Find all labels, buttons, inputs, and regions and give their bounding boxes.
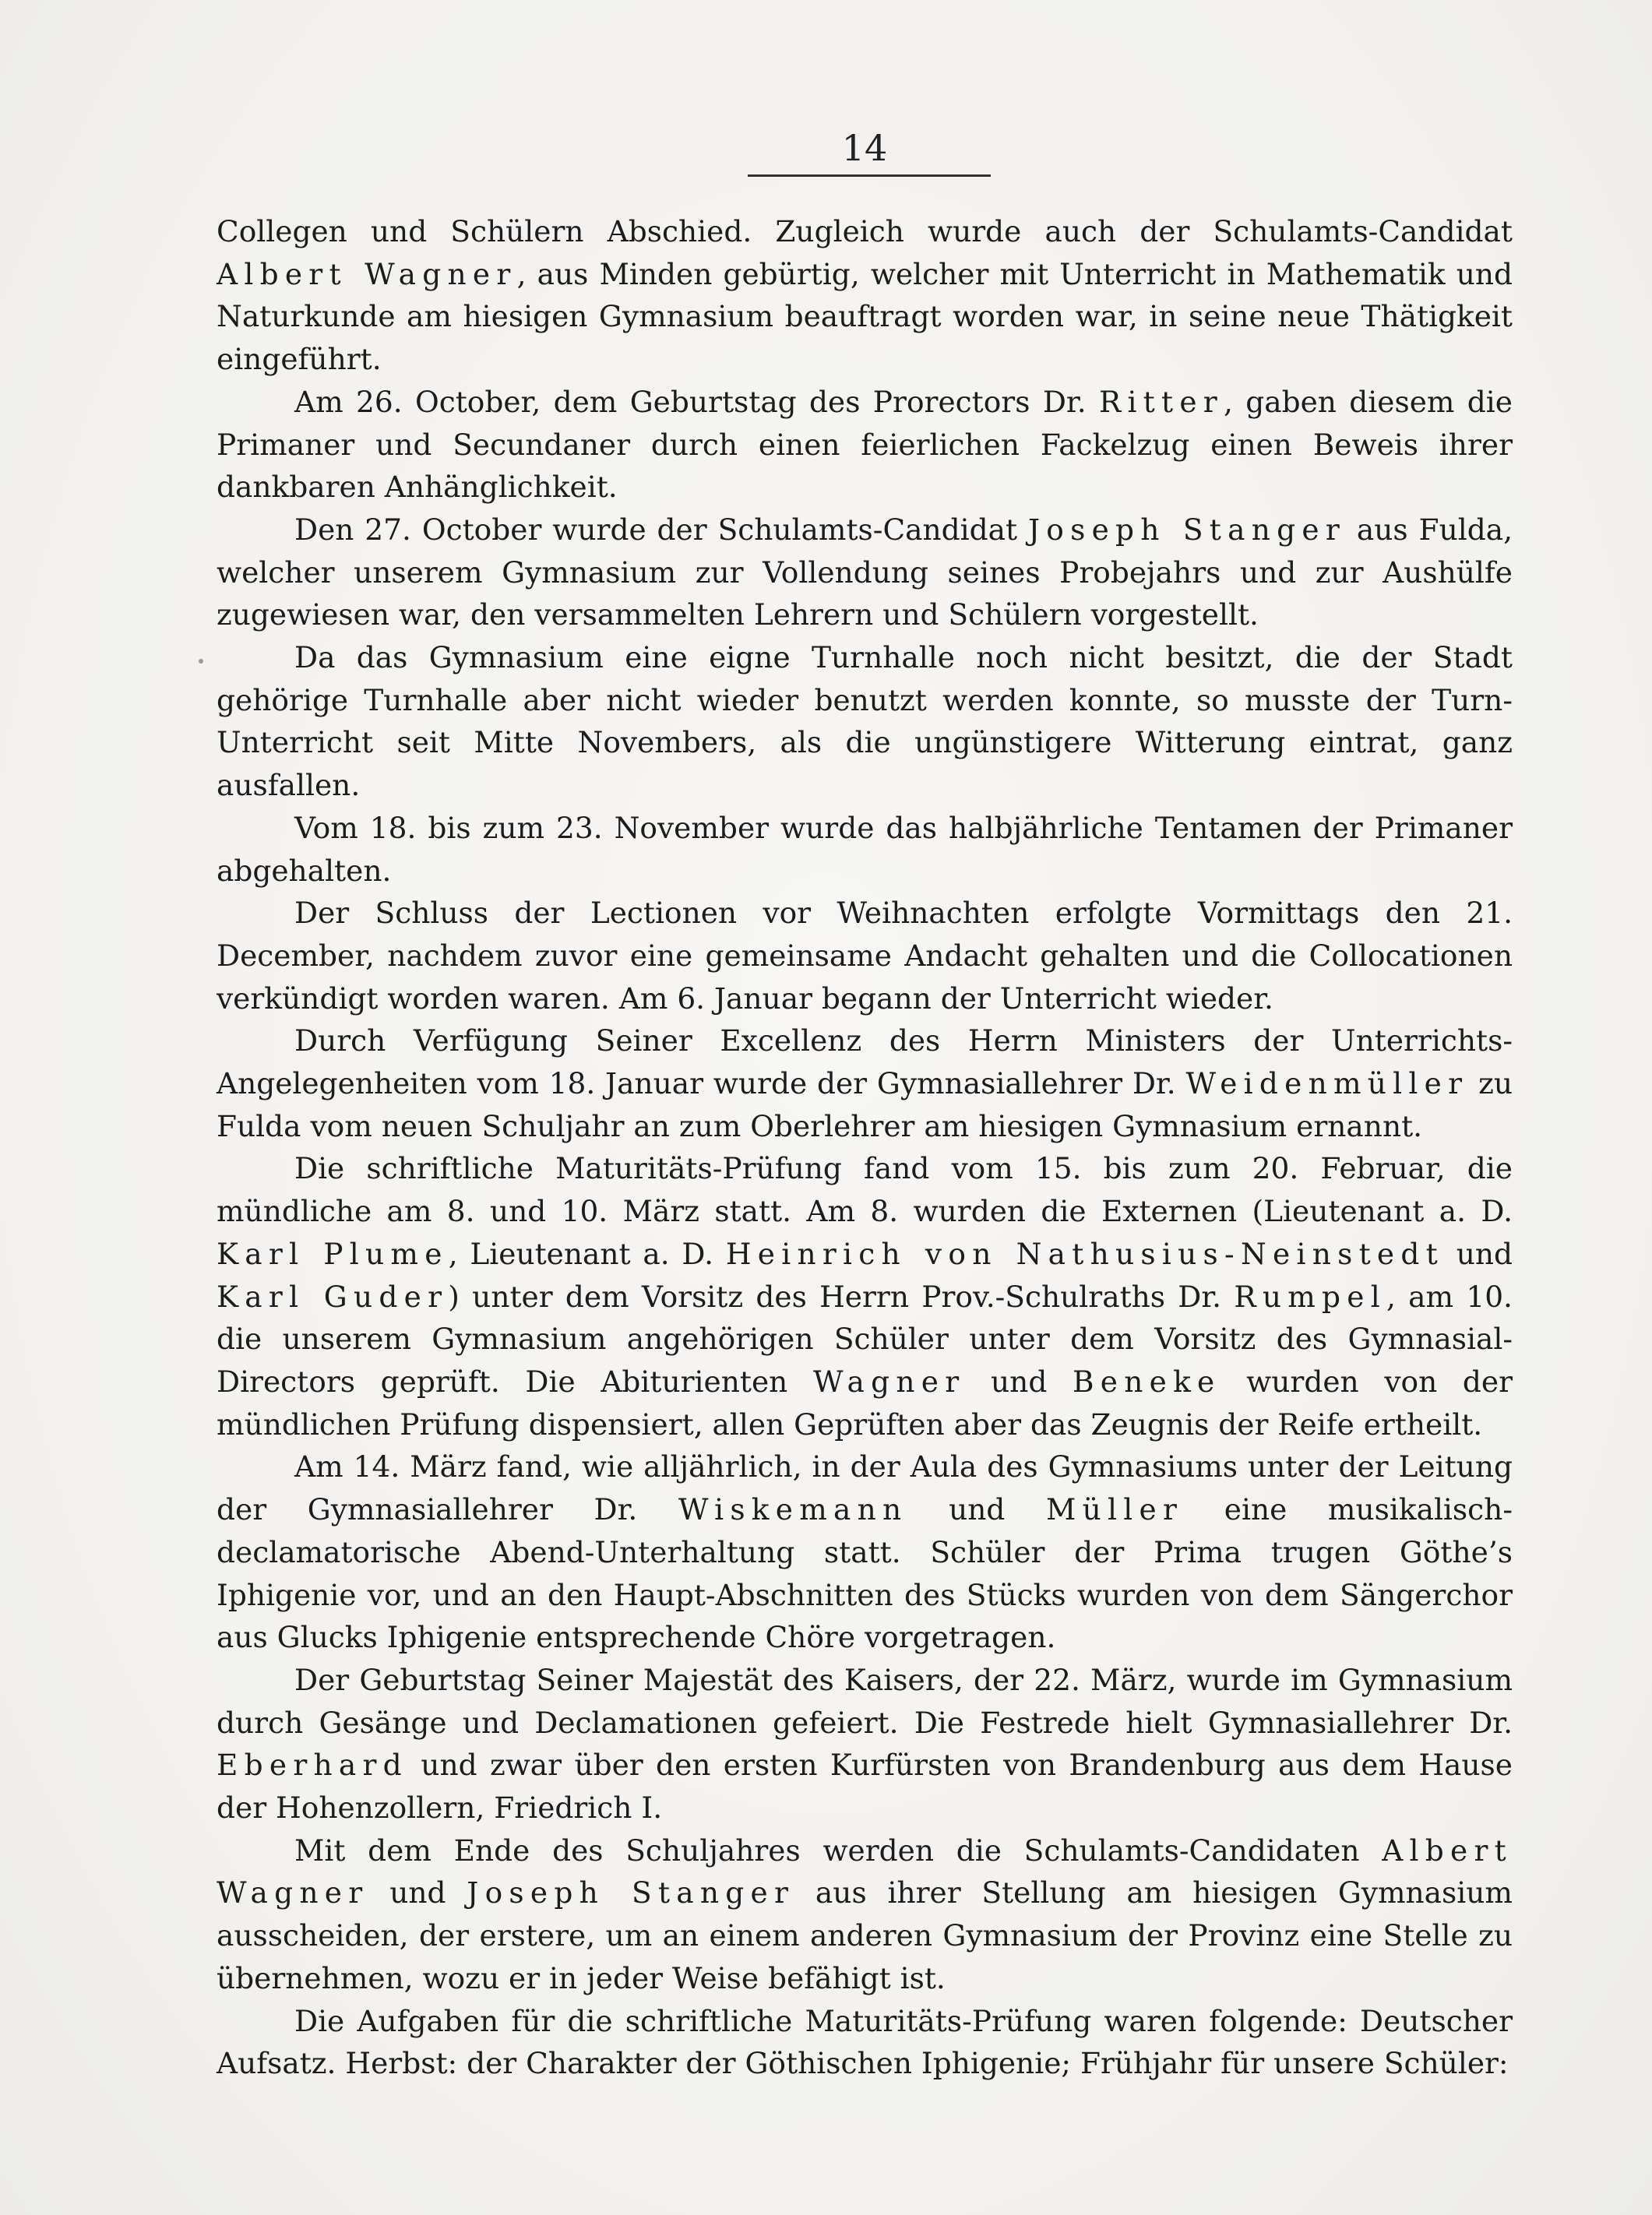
spaced-name: Joseph Stanger (467, 1875, 795, 1910)
text-run: Am 14. März fand, wie alljährlich, in der Aula des Gymnasiums unter der Leitung der Gymnasiallehrer Dr. (217, 1449, 1513, 1527)
spaced-name: Beneke (1072, 1364, 1221, 1399)
text-run: , Lieutenant a. D. (448, 1236, 726, 1271)
paragraph (217, 509, 1513, 636)
text-run: Vom 18. bis zum 23. November wurde das halbjährliche Tentamen der Primaner abgehalten. (217, 810, 1513, 888)
text-run: und (965, 1364, 1073, 1399)
page-number: 14 (841, 127, 888, 169)
spaced-name: Albert Wagner (217, 256, 517, 291)
text-run: , aus Minden gebürtig, welcher mit Unterricht in Mathematik und Naturkunde am hiesigen Gymnasium beauftragt worden war, in seine neue Thätigkeit eingeführt. (217, 256, 1513, 377)
text-run: , am 10. die unserem Gymnasium angehörigen Schüler unter dem Vorsitz des Gymnasial-Directors geprüft. Die Abiturienten (217, 1279, 1513, 1399)
spaced-name: Wagner (812, 1364, 966, 1399)
text-run: Die Aufgaben für die schriftliche Maturitäts-Prüfung waren folgende: Deutscher Aufsatz. Herbst: der Charakter der Göthischen Iphigenie; Frühjahr für unsere Schüler: (217, 2003, 1513, 2081)
paragraph (217, 1659, 1513, 1829)
text-run: und zwar über den ersten Kurfürsten von Brandenburg aus dem Hause der Hohenzollern, Friedrich I. (217, 1748, 1513, 1826)
paragraph (217, 1446, 1513, 1659)
text-run: und (1443, 1236, 1513, 1271)
paragraph (217, 210, 1513, 381)
text-run: aus Fulda, welcher unserem Gymnasium zur Vollendung seines Probejahrs und zur Aushülfe zugewiesen war, den versammelten Lehrern und Schülern vorgestellt. (217, 512, 1513, 632)
paragraph (217, 381, 1513, 509)
body-text (217, 210, 1513, 2085)
text-run: aus ihrer Stellung am hiesigen Gymnasium ausscheiden, der erstere, um an einem anderen Gymnasium der Provinz eine Stelle zu übernehmen, wozu er in jeder Weise befähigt ist. (217, 1875, 1513, 1995)
text-run: Mit dem Ende des Schuljahres werden die Schulamts-Candidaten (294, 1833, 1383, 1868)
paragraph (217, 1019, 1513, 1147)
spaced-name: Wiskemann (678, 1492, 908, 1527)
text-run: und (368, 1875, 467, 1910)
header-rule (748, 174, 991, 177)
paragraph (217, 636, 1513, 807)
paragraph (217, 892, 1513, 1019)
paragraph (217, 1829, 1513, 2000)
spaced-name: Karl Plume (217, 1236, 449, 1271)
text-run: Den 27. October wurde der Schulamts-Candidat (294, 512, 1028, 547)
spaced-name: Albert Wagner (217, 1833, 1513, 1910)
spaced-name: Müller (1046, 1492, 1184, 1527)
text-run: zu Fulda vom neuen Schuljahr an zum Oberlehrer am hiesigen Gymnasium ernannt. (217, 1066, 1513, 1143)
text-run: eine musikalisch-declamatorische Abend-Unterhaltung statt. Schüler der Prima trugen Göthe’s Iphigenie vor, und an den Haupt-Abschnitten des Stücks wurden von dem Sängerchor aus Glucks Iphigenie entsprechende Chöre vorgetragen. (217, 1492, 1513, 1655)
spaced-name: Weidenmüller (1185, 1066, 1469, 1101)
paragraph (217, 2000, 1513, 2085)
spaced-name: Joseph Stanger (1028, 512, 1346, 547)
spaced-name: Karl Guder (217, 1279, 449, 1314)
text-run: Da das Gymnasium eine eigne Turnhalle noch nicht besitzt, die der Stadt gehörige Turnhalle aber nicht wieder benutzt werden konnte, so musste der Turn-Unterricht seit Mitte Novembers, als die ungünstigere Witterung eintrat, ganz ausfallen. (217, 640, 1513, 803)
paragraph (217, 1147, 1513, 1446)
spaced-name: Heinrich von Nathusius-Neinstedt (725, 1236, 1444, 1271)
text-run: Durch Verfügung Seiner Excellenz des Herrn Ministers der Unterrichts-Angelegenheiten vom 18. Januar wurde der Gymnasiallehrer Dr. (217, 1023, 1513, 1101)
text-run: wurden von der mündlichen Prüfung dispensiert, allen Geprüften aber das Zeugnis der Reife ertheilt. (217, 1364, 1513, 1442)
text-run: Am 26. October, dem Geburtstag des Prorectors Dr. (294, 384, 1099, 419)
margin-speck (199, 659, 203, 664)
text-run: und (907, 1492, 1046, 1527)
text-run: ) unter dem Vorsitz des Herrn Prov.-Schulraths Dr. (448, 1279, 1235, 1314)
spaced-name: Ritter (1098, 384, 1224, 419)
text-run: Die schriftliche Maturitäts-Prüfung fand vom 15. bis zum 20. Februar, die mündliche am 8. und 10. März statt. Am 8. wurden die Externen (Lieutenant a. D. (217, 1151, 1513, 1229)
text-run: Collegen und Schülern Abschied. Zugleich wurde auch der Schulamts-Candidat (217, 214, 1513, 248)
text-run: Der Schluss der Lectionen vor Weihnachten erfolgte Vormittags den 21. December, nachdem zuvor eine gemeinsame Andacht gehalten und die Collocationen verkündigt worden waren. Am 6. Januar begann der Unterricht wieder. (217, 896, 1513, 1016)
paragraph (217, 807, 1513, 892)
text-run: Der Geburtstag Seiner Majestät des Kaisers, der 22. März, wurde im Gymnasium durch Gesänge und Declamationen gefeiert. Die Festrede hielt Gymnasiallehrer Dr. (217, 1662, 1513, 1740)
spaced-name: Rumpel (1234, 1279, 1386, 1314)
spaced-name: Eberhard (217, 1748, 408, 1783)
text-run: , gaben diesem die Primaner und Secundaner durch einen feierlichen Fackelzug einen Beweis ihrer dankbaren Anhänglichkeit. (217, 384, 1513, 505)
